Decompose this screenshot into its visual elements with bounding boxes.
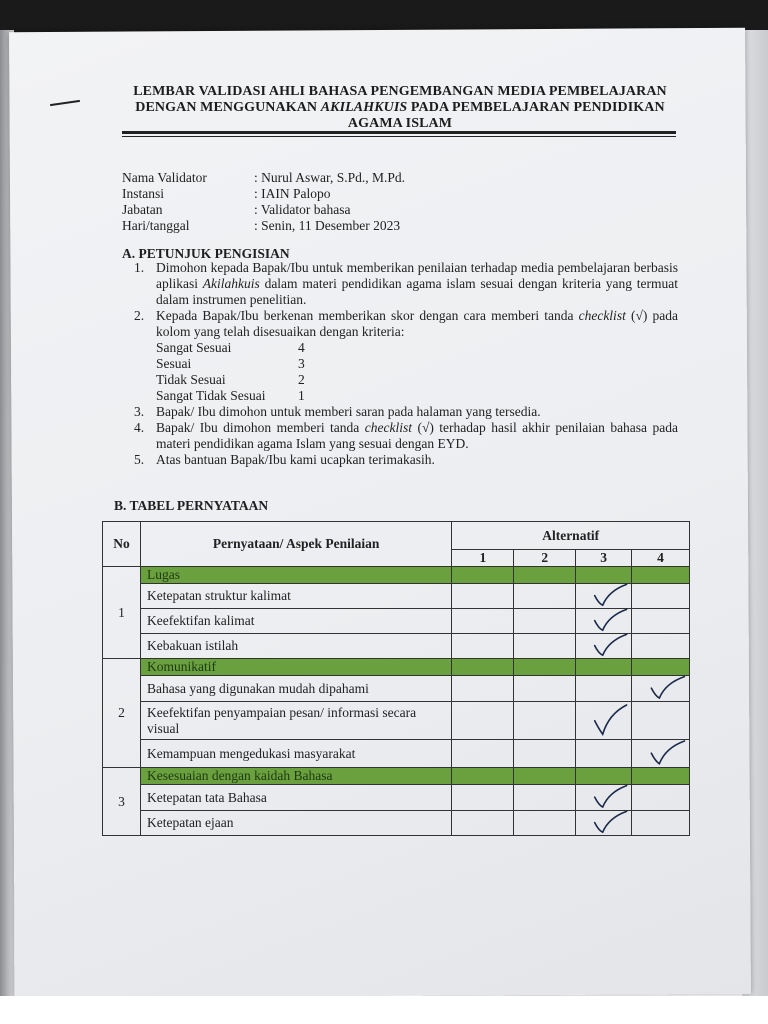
identity-label: Hari/tanggal <box>122 218 190 233</box>
category-label: Kesesuaian dengan kaidah Bahasa <box>140 768 451 785</box>
score-cell <box>632 584 690 609</box>
score-scale <box>156 340 678 404</box>
instruction-text-part: Kepada Bapak/Ibu berkenan memberikan skor dengan cara memberi tanda <box>156 308 579 323</box>
instruction-text-part: Bapak/ Ibu dimohon untuk memberi saran pada halaman yang tersedia. <box>156 404 541 419</box>
header-score-2: 2 <box>514 550 576 567</box>
statement-text: Ketepatan ejaan <box>140 811 451 836</box>
instruction-list <box>134 260 678 468</box>
identity-row <box>122 218 405 234</box>
instruction-text-part: (√) terhadap hasil akhir penilaian bahasa pada materi pendidikan agama Islam yang sesuai dengan EYD. <box>156 420 678 451</box>
score-cell <box>452 609 514 634</box>
background-bottom <box>0 996 768 1024</box>
instruction-text-part: dalam materi pendidikan agama islam sesuai dengan kriteria yang termuat dalam instrumen penelitian. <box>156 276 678 307</box>
identity-value: : Validator bahasa <box>254 202 351 217</box>
statement-text: Bahasa yang digunakan mudah dipahami <box>140 676 451 702</box>
header-alternatif: Alternatif <box>452 522 690 550</box>
scale-score: 4 <box>298 340 305 355</box>
statement-text: Ketepatan tata Bahasa <box>140 785 451 811</box>
score-cell <box>632 785 690 811</box>
score-cell <box>514 609 576 634</box>
score-cell <box>452 634 514 659</box>
score-cell <box>632 811 690 836</box>
instruction-number: 2. <box>134 308 145 323</box>
instruction-item <box>134 260 678 308</box>
header-no: No <box>103 522 141 567</box>
category-label: Lugas <box>140 567 451 584</box>
assessment-table <box>102 521 690 836</box>
statement-text: Ketepatan struktur kalimat <box>140 584 451 609</box>
instruction-text <box>156 420 678 452</box>
score-cell <box>514 811 576 836</box>
instruction-item <box>134 420 678 452</box>
title-line-2-emphasis: AKILAHKUIS <box>320 100 408 115</box>
checkmark-icon <box>632 734 689 769</box>
instruction-text <box>156 260 678 308</box>
title-line-2 <box>100 100 700 116</box>
score-cell <box>452 785 514 811</box>
checkmark-icon <box>632 670 689 703</box>
score-cell <box>452 702 514 740</box>
identity-label: Nama Validator <box>122 170 207 185</box>
instruction-item <box>134 452 678 468</box>
statement-text: Kebakuan istilah <box>140 634 451 659</box>
instruction-text-part: Atas bantuan Bapak/Ibu kami ucapkan terimakasih. <box>156 452 435 467</box>
header-score-3: 3 <box>576 550 632 567</box>
statement-row <box>103 702 690 740</box>
identity-value: : IAIN Palopo <box>254 186 331 201</box>
title-line-1: LEMBAR VALIDASI AHLI BAHASA PENGEMBANGAN MEDIA PEMBELAJARAN <box>133 84 667 99</box>
score-cell <box>632 609 690 634</box>
instruction-text <box>156 404 678 420</box>
instruction-number: 4. <box>134 420 145 435</box>
header-score-1: 1 <box>452 550 514 567</box>
title-rule-thin <box>122 136 676 137</box>
checkmark-cell <box>632 676 690 702</box>
title-line-2-post: PADA PEMBELAJARAN PENDIDIKAN <box>407 100 665 115</box>
scale-label: Sesuai <box>156 356 192 371</box>
instruction-number: 1. <box>134 260 145 275</box>
scale-label: Sangat Tidak Sesuai <box>156 388 266 403</box>
identity-row <box>122 186 405 202</box>
instruction-item <box>134 404 678 420</box>
identity-value: : Senin, 11 Desember 2023 <box>254 218 401 233</box>
identity-label: Jabatan <box>122 202 163 217</box>
instruction-text-part: Dimohon kepada Bapak/Ibu untuk memberikan penilaian terhadap media pembelajaran berbasis aplikasi <box>156 260 678 291</box>
instruction-text-part: Bapak/ Ibu dimohon memberi tanda <box>156 420 365 435</box>
scale-label: Sangat Sesuai <box>156 340 232 355</box>
checkmark-cell <box>576 702 632 740</box>
checkmark-cell <box>632 740 690 768</box>
identity-row <box>122 202 405 218</box>
identity-label: Instansi <box>122 186 164 201</box>
section-b-heading: B. TABEL PERNYATAAN <box>114 498 269 513</box>
group-number: 2 <box>103 659 141 768</box>
checkmark-cell <box>576 811 632 836</box>
validator-identity <box>122 170 405 234</box>
header-statement: Pernyataan/ Aspek Penilaian <box>140 522 451 567</box>
scale-row <box>156 356 678 372</box>
score-cell <box>452 740 514 768</box>
identity-row <box>122 170 405 186</box>
score-cell <box>632 634 690 659</box>
scale-score: 2 <box>298 372 305 387</box>
statement-row <box>103 811 690 836</box>
identity-value: : Nurul Aswar, S.Pd., M.Pd. <box>254 170 405 185</box>
document-title <box>100 84 700 132</box>
header-score-4: 4 <box>632 550 690 567</box>
instruction-text-emphasis: checklist <box>364 420 412 435</box>
statement-text: Kemampuan mengedukasi masyarakat <box>140 740 451 768</box>
instruction-text-part: (√) pada kolom yang telah disesuaikan dengan kriteria: <box>156 308 678 339</box>
category-row <box>103 659 690 676</box>
checkmark-icon <box>576 696 631 741</box>
instruction-item <box>134 308 678 340</box>
instruction-number: 3. <box>134 404 145 419</box>
scale-score: 3 <box>298 356 305 371</box>
score-cell <box>514 785 576 811</box>
instruction-number: 5. <box>134 452 145 467</box>
scale-score: 1 <box>298 388 305 403</box>
score-cell <box>514 740 576 768</box>
scale-row <box>156 372 678 388</box>
score-cell <box>514 584 576 609</box>
group-number: 3 <box>103 768 141 836</box>
instruction-text-emphasis: checklist <box>578 308 626 323</box>
score-cell <box>576 740 632 768</box>
score-cell <box>452 676 514 702</box>
scale-label: Tidak Sesuai <box>156 372 226 387</box>
section-a-heading: A. PETUNJUK PENGISIAN <box>122 246 290 261</box>
instruction-text <box>156 308 678 340</box>
title-line-2-pre: DENGAN MENGGUNAKAN <box>135 100 321 115</box>
instruction-text-emphasis: Akilahkuis <box>202 276 260 291</box>
score-cell <box>452 811 514 836</box>
checkmark-cell <box>576 634 632 659</box>
score-cell <box>514 634 576 659</box>
statement-text: Keefektifan penyampaian pesan/ informasi secara visual <box>140 702 451 740</box>
score-cell <box>514 702 576 740</box>
group-number: 1 <box>103 567 141 659</box>
title-line-3: AGAMA ISLAM <box>347 116 453 131</box>
title-rule-thick <box>122 131 676 134</box>
score-cell <box>514 676 576 702</box>
statement-text: Keefektifan kalimat <box>140 609 451 634</box>
checkmark-icon <box>576 628 631 660</box>
checkmark-icon <box>576 805 631 837</box>
scale-row <box>156 388 678 404</box>
category-label: Komunikatif <box>140 659 451 676</box>
score-cell <box>452 584 514 609</box>
scale-row <box>156 340 678 356</box>
statement-row <box>103 634 690 659</box>
instruction-text <box>156 452 678 468</box>
statement-row <box>103 740 690 768</box>
